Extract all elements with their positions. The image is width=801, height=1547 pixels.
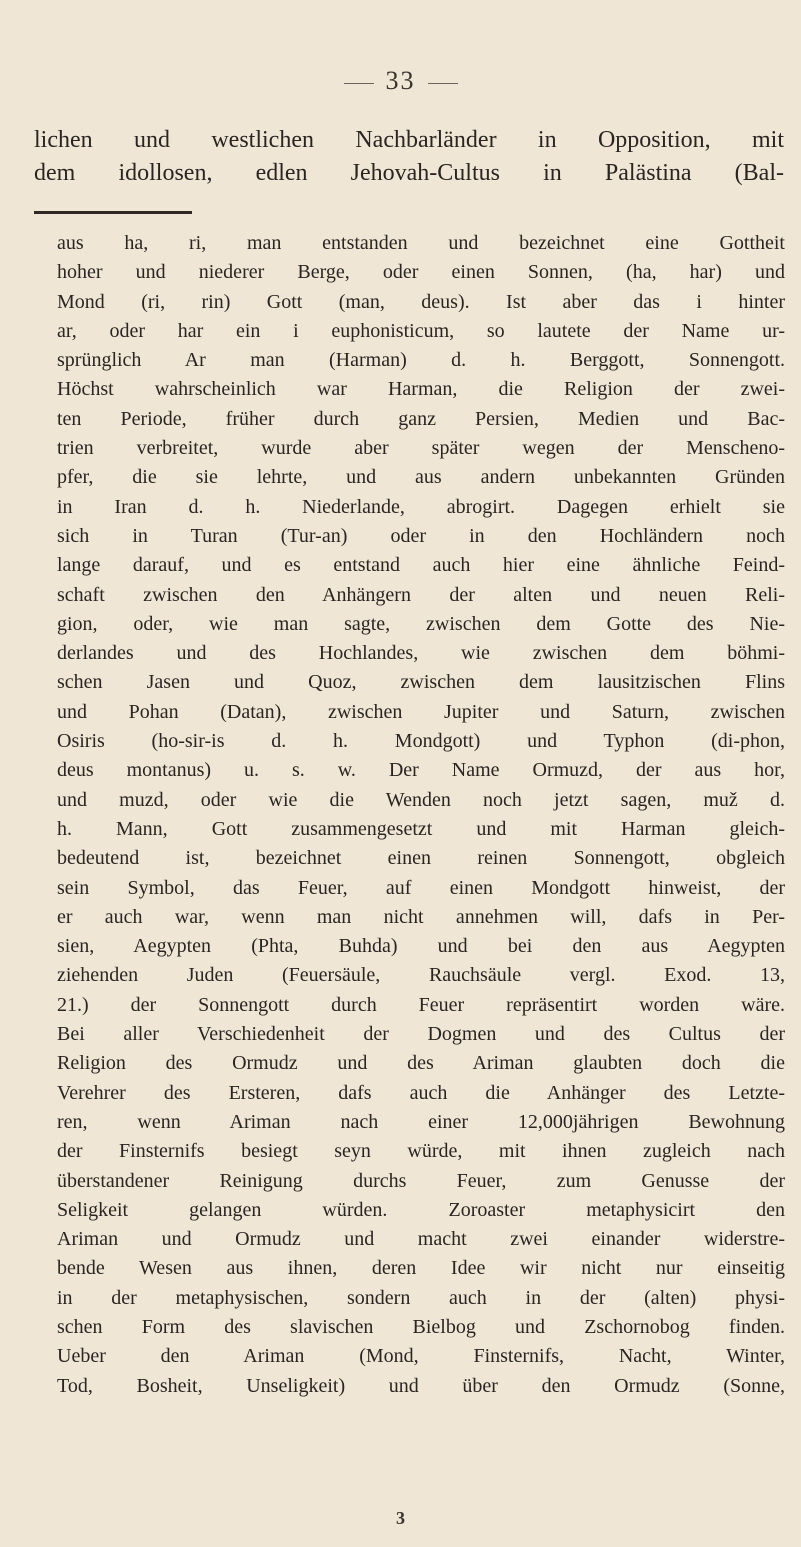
- footnote-line: gion, oder, wie man sagte, zwischen dem Gotte des Nie-: [57, 612, 785, 635]
- footnote-line: aus ha, ri, man entstanden und bezeichnet eine Gottheit: [57, 232, 785, 254]
- footnote-line: h. Mann, Gott zusammengesetzt und mit Harman gleich-: [57, 817, 785, 840]
- footnote-line: schen Form des slavischen Bielbog und Zschornobog finden.: [57, 1315, 785, 1338]
- footnote-line: Bei aller Verschiedenheit der Dogmen und des Cultus der: [57, 1023, 785, 1046]
- signature-mark: 3: [396, 1508, 405, 1528]
- footnote-line: und muzd, oder wie die Wenden noch jetzt sagen, muž d.: [57, 788, 785, 811]
- footnote-line: trien verbreitet, wurde aber später wegen der Menscheno-: [57, 437, 785, 460]
- footnote-line: lange darauf, und es entstand auch hier eine ähnliche Feind-: [57, 554, 785, 577]
- footnote-line: Religion des Ormudz und des Ariman glaubten doch die: [57, 1052, 785, 1075]
- footnote-line: Ueber den Ariman (Mond, Finsternifs, Nacht, Winter,: [57, 1345, 785, 1368]
- footnote-line: Verehrer des Ersteren, dafs auch die Anhänger des Letzte-: [57, 1081, 785, 1104]
- footnote-line: 21.) der Sonnengott durch Feuer repräsentirt worden wäre.: [57, 993, 785, 1016]
- footnote-line: und Pohan (Datan), zwischen Jupiter und Saturn, zwischen: [57, 700, 785, 723]
- footnote-line: ziehenden Juden (Feuersäule, Rauchsäule vergl. Exod. 13,: [57, 964, 785, 987]
- main-text-line: lichen und westlichen Nachbarländer in Opposition, mit: [34, 127, 784, 153]
- footnote-line: ren, wenn Ariman nach einer 12,000jährigen Bewohnung: [57, 1110, 785, 1133]
- footnote-line: Seligkeit gelangen würden. Zoroaster metaphysicirt den: [57, 1198, 785, 1221]
- footnote-line: Mond (ri, rin) Gott (man, deus). Ist aber das i hinter: [57, 290, 785, 313]
- footnote-line: deus montanus) u. s. w. Der Name Ormuzd, der aus hor,: [57, 759, 785, 782]
- footnote-line: Höchst wahrscheinlich war Harman, die Religion der zwei-: [57, 378, 785, 401]
- footnote-line: schen Jasen und Quoz, zwischen dem lausitzischen Flins: [57, 671, 785, 694]
- main-text: [34, 124, 784, 190]
- footnote-separator-rule: [34, 211, 192, 214]
- footnote-line: der Finsternifs besiegt seyn würde, mit ihnen zugleich nach: [57, 1140, 785, 1163]
- page-number-header: [0, 66, 801, 96]
- footnote-line: derlandes und des Hochlandes, wie zwischen dem böhmi-: [57, 642, 785, 665]
- footnote-line: bedeutend ist, bezeichnet einen reinen Sonnengott, obgleich: [57, 847, 785, 870]
- footnote-line: ten Periode, früher durch ganz Persien, Medien und Bac-: [57, 407, 785, 430]
- page-number: 33: [385, 66, 416, 95]
- footnote-line: überstandener Reinigung durchs Feuer, zum Genusse der: [57, 1169, 785, 1192]
- header-dash-left: [344, 83, 374, 84]
- main-text-line: dem idollosen, edlen Jehovah-Cultus in Palästina (Bal-: [34, 160, 784, 186]
- footnote-line: ar, oder har ein i euphonisticum, so lautete der Name ur-: [57, 319, 785, 342]
- footnote-line: sien, Aegypten (Phta, Buhda) und bei den aus Aegypten: [57, 935, 785, 958]
- footnote-line: in der metaphysischen, sondern auch in der (alten) physi-: [57, 1286, 785, 1309]
- footnote-line: Ariman und Ormudz und macht zwei einander widerstre-: [57, 1228, 785, 1251]
- footnote-line: sein Symbol, das Feuer, auf einen Mondgott hinweist, der: [57, 876, 785, 899]
- footnote-line: bende Wesen aus ihnen, deren Idee wir nicht nur einseitig: [57, 1257, 785, 1280]
- footnote-line: in Iran d. h. Niederlande, abrogirt. Dagegen erhielt sie: [57, 495, 785, 518]
- footnote-text: [57, 229, 785, 1401]
- footnote-line: er auch war, wenn man nicht annehmen will, dafs in Per-: [57, 905, 785, 928]
- footnote-line: pfer, die sie lehrte, und aus andern unbekannten Gründen: [57, 466, 785, 489]
- footnote-line: schaft zwischen den Anhängern der alten und neuen Reli-: [57, 583, 785, 606]
- footnote-line: hoher und niederer Berge, oder einen Sonnen, (ha, har) und: [57, 261, 785, 284]
- footnote-line: sich in Turan (Tur-an) oder in den Hochländern noch: [57, 524, 785, 547]
- footnote-line: Tod, Bosheit, Unseligkeit) und über den Ormudz (Sonne,: [57, 1374, 785, 1397]
- footnote-line: sprünglich Ar man (Harman) d. h. Berggott, Sonnengott.: [57, 349, 785, 372]
- header-dash-right: [428, 83, 458, 84]
- footnote-line: Osiris (ho-sir-is d. h. Mondgott) und Typhon (di-phon,: [57, 730, 785, 753]
